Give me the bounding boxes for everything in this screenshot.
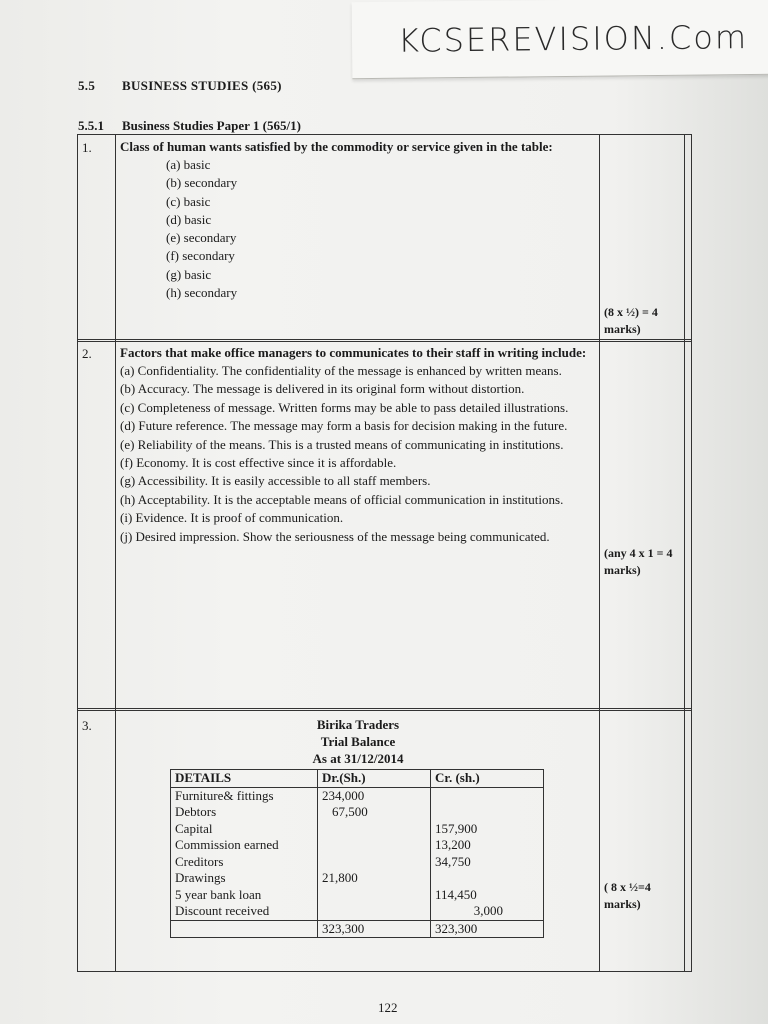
table-header-row — [171, 770, 544, 788]
account-name: Debtors — [171, 804, 318, 821]
column-header: DETAILS — [171, 770, 318, 788]
answer-option: (h) secondary — [166, 285, 238, 301]
account-name: Capital — [171, 821, 318, 838]
answer-option: (c) basic — [166, 193, 211, 209]
total-label — [171, 920, 318, 938]
table-row — [171, 854, 544, 871]
question-3-marks: ( 8 x ½=4 marks) — [604, 880, 651, 911]
answer-point: (i) Evidence. It is proof of communication. — [120, 510, 344, 526]
question-3-number: 3. — [82, 718, 92, 733]
page-number: 122 — [378, 1000, 398, 1015]
section-heading — [78, 78, 282, 94]
answer-option: (e) secondary — [166, 230, 237, 246]
question-1-title: Class of human wants satisfied by the commodity or service given in the table: — [120, 139, 553, 154]
account-name: 5 year bank loan — [171, 887, 318, 904]
debit-amount: 67,500 — [318, 804, 431, 821]
table-row — [171, 837, 544, 854]
credit-amount — [431, 787, 544, 804]
website-stamp — [352, 0, 768, 79]
credit-amount: 13,200 — [431, 837, 544, 854]
debit-amount — [318, 837, 431, 854]
question-2-title: Factors that make office managers to communicates to their staff in writing include: — [120, 345, 587, 360]
answer-point: (h) Acceptability. It is the acceptable means of official communication in institutions. — [120, 491, 564, 507]
column-divider — [115, 134, 116, 972]
account-name: Commission earned — [171, 837, 318, 854]
credit-amount — [431, 870, 544, 887]
balance-date: As at 31/12/2014 — [312, 751, 404, 766]
credit-total: 323,300 — [431, 920, 544, 938]
question-2-number: 2. — [82, 346, 92, 361]
table-row — [171, 804, 544, 821]
answer-point: (f) Economy. It is cost effective since it is affordable. — [120, 455, 397, 471]
question-1-number: 1. — [82, 140, 92, 155]
answer-option: (a) basic — [166, 157, 211, 172]
question-2-answer — [120, 344, 596, 546]
table-row — [171, 903, 544, 920]
answer-option: (d) basic — [166, 211, 212, 227]
trial-balance-table — [170, 769, 544, 938]
website-stamp-text: KCSEREVISION.Com — [397, 18, 749, 60]
credit-amount — [431, 804, 544, 821]
question-2-marks: (any 4 x 1 = 4 marks) — [604, 546, 673, 577]
debit-amount — [318, 821, 431, 838]
company-name: Birika Traders — [316, 717, 400, 732]
table-row — [171, 821, 544, 838]
answer-point: (j) Desired impression. Show the seriousness of the message being communicated. — [120, 528, 550, 544]
answer-option: (b) secondary — [166, 175, 238, 191]
answer-point: (g) Accessibility. It is easily accessible to all staff members. — [120, 473, 431, 489]
answer-option: (g) basic — [166, 266, 212, 282]
row-divider — [77, 339, 692, 340]
credit-amount: 157,900 — [431, 821, 544, 838]
question-1-marks: (8 x ½) = 4 marks) — [604, 305, 658, 336]
paper-heading — [78, 118, 301, 134]
table-row — [171, 787, 544, 804]
column-divider — [599, 134, 600, 972]
answer-point: (e) Reliability of the means. This is a trusted means of communicating in institutions. — [120, 436, 564, 452]
debit-amount: 21,800 — [318, 870, 431, 887]
trial-balance-heading — [120, 716, 596, 767]
answer-point: (c) Completeness of message. Written forms may be able to pass detailed illustrations. — [120, 399, 569, 415]
row-divider — [77, 341, 692, 342]
row-divider — [77, 710, 692, 711]
debit-amount — [318, 887, 431, 904]
account-name: Discount received — [171, 903, 318, 920]
document-title: Trial Balance — [320, 734, 396, 749]
table-row — [171, 887, 544, 904]
table-total-row — [171, 920, 544, 938]
paper-title: Business Studies Paper 1 (565/1) — [122, 118, 301, 133]
debit-amount — [318, 903, 431, 920]
answer-option: (f) secondary — [166, 248, 235, 264]
debit-amount: 234,000 — [318, 787, 431, 804]
debit-total: 323,300 — [318, 920, 431, 938]
paper-number: 5.5.1 — [78, 118, 104, 133]
column-header: Dr.(Sh.) — [318, 770, 431, 788]
answer-point: (d) Future reference. The message may form a basis for decision making in the future. — [120, 418, 568, 434]
section-number: 5.5 — [78, 78, 96, 93]
credit-amount: 34,750 — [431, 854, 544, 871]
debit-amount — [318, 854, 431, 871]
account-name: Drawings — [171, 870, 318, 887]
question-1-answer — [120, 138, 596, 302]
credit-amount: 114,450 — [431, 887, 544, 904]
credit-amount: 3,000 — [431, 903, 544, 920]
section-title: BUSINESS STUDIES (565) — [122, 78, 282, 93]
row-divider — [77, 708, 692, 709]
account-name: Furniture& fittings — [171, 787, 318, 804]
table-row — [171, 870, 544, 887]
column-header: Cr. (sh.) — [431, 770, 544, 788]
account-name: Creditors — [171, 854, 318, 871]
answer-point: (b) Accuracy. The message is delivered in its original form without distortion. — [120, 381, 525, 397]
answer-point: (a) Confidentiality. The confidentiality of the message is enhanced by written means. — [120, 363, 562, 378]
